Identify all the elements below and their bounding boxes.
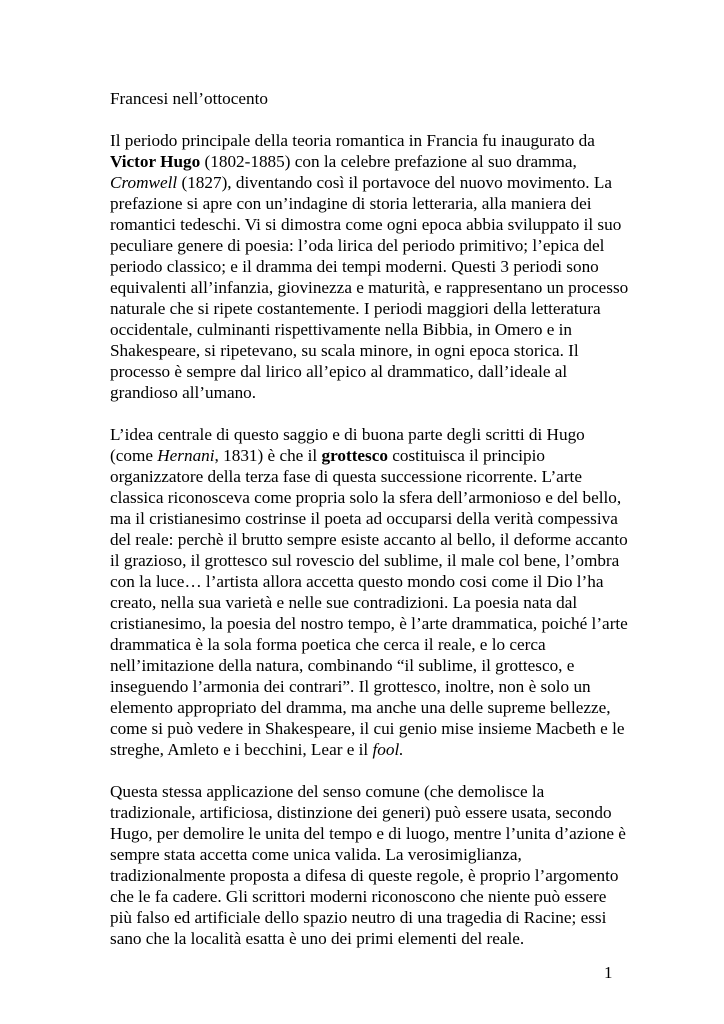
- paragraph-2: [110, 424, 630, 760]
- paragraph-2-text-a: L’idea centrale di questo saggio e di buona parte degli scritti di Hugo (come: [110, 425, 585, 465]
- term-grottesco-bold: grottesco: [321, 446, 388, 465]
- paragraph-3: Questa stessa applicazione del senso comune (che demolisce la tradizionale, artificiosa, distinzione dei generi) può essere usata, secondo Hugo, per demolire le unita del tempo e di luogo, mentre l’unita d’azione è sempre stata accetta come unica valida. La verosimiglianza, tradizionalmente proposta a difesa di queste regole, è proprio l’argomento che le fa cadere. Gli scrittori moderni riconoscono che niente può essere più falso ed artificiale dello spazio neutro di una tragedia di Racine; essi sano che la località esatta è uno dei primi elementi del reale.: [110, 782, 626, 948]
- term-fool-italic: fool.: [372, 740, 404, 759]
- work-title-hernani: Hernani: [157, 446, 215, 465]
- author-name-bold: Victor Hugo: [110, 152, 201, 171]
- document-title: Francesi nell’ottocento: [110, 89, 268, 108]
- paragraph-2-text-b: , 1831) è che il: [214, 446, 322, 465]
- page-number: 1: [604, 963, 613, 982]
- document-body: [110, 88, 630, 970]
- work-title-cromwell: Cromwell: [110, 173, 178, 192]
- paragraph-2-text-c: costituisca il principio organizzatore della terza fase di questa successione ricorrente. L’arte classica riconosceva come propria solo la sfera dell’armonioso e del bello, ma il cristianesimo costrinse il poeta ad occuparsi della verità compessiva del reale: perchè il brutto sempre esiste accanto al bello, il deforme accanto il grazioso, il grottesco sul rovescio del sublime, il male col bene, l’ombra con la luce… l’artista allora accetta questo mondo cosi come il Dio l’ha creato, nella sua varietà e nelle sue contradizioni. La poesia nata dal cristianesimo, la poesia del nostro tempo, è l’arte drammatica, poiché l’arte drammatica è la sola forma poetica che cerca il reale, e lo cerca nell’imitazione della natura, combinando “il sublime, il grottesco, e inseguendo l’armonia dei contrari”. Il grottesco, inoltre, non è solo un elemento appropriato del dramma, ma anche una delle supreme bellezze, come si può vedere in Shakespeare, il cui genio mise insieme Macbeth e le streghe, Amleto e i becchini, Lear e il: [110, 446, 628, 759]
- paragraph-1-text-b: (1802-1885) con la celebre prefazione al suo dramma,: [200, 152, 577, 171]
- paragraph-1-text-c: (1827), diventando così il portavoce del nuovo movimento. La prefazione si apre con un’indagine di storia letteraria, alla maniera dei romantici tedeschi. Vi si dimostra come ogni epoca abbia sviluppato il suo peculiare genere di poesia: l’oda lirica del periodo primitivo; l’epica del periodo classico; e il dramma dei tempi moderni. Questi 3 periodi sono equivalenti all’infanzia, giovinezza e maturità, e rappresentano un processo naturale che si ripete costantemente. I periodi maggiori della letteratura occidentale, culminanti rispettivamente nella Bibbia, in Omero e in Shakespeare, si ripetevano, su scala minore, in ogni epoca storica. Il processo è sempre dal lirico all’epico al drammatico, dall’ideale al grandioso all’umano.: [110, 173, 629, 402]
- paragraph-1-text-a: Il periodo principale della teoria romantica in Francia fu inaugurato da: [110, 131, 595, 150]
- paragraph-1: [110, 130, 630, 403]
